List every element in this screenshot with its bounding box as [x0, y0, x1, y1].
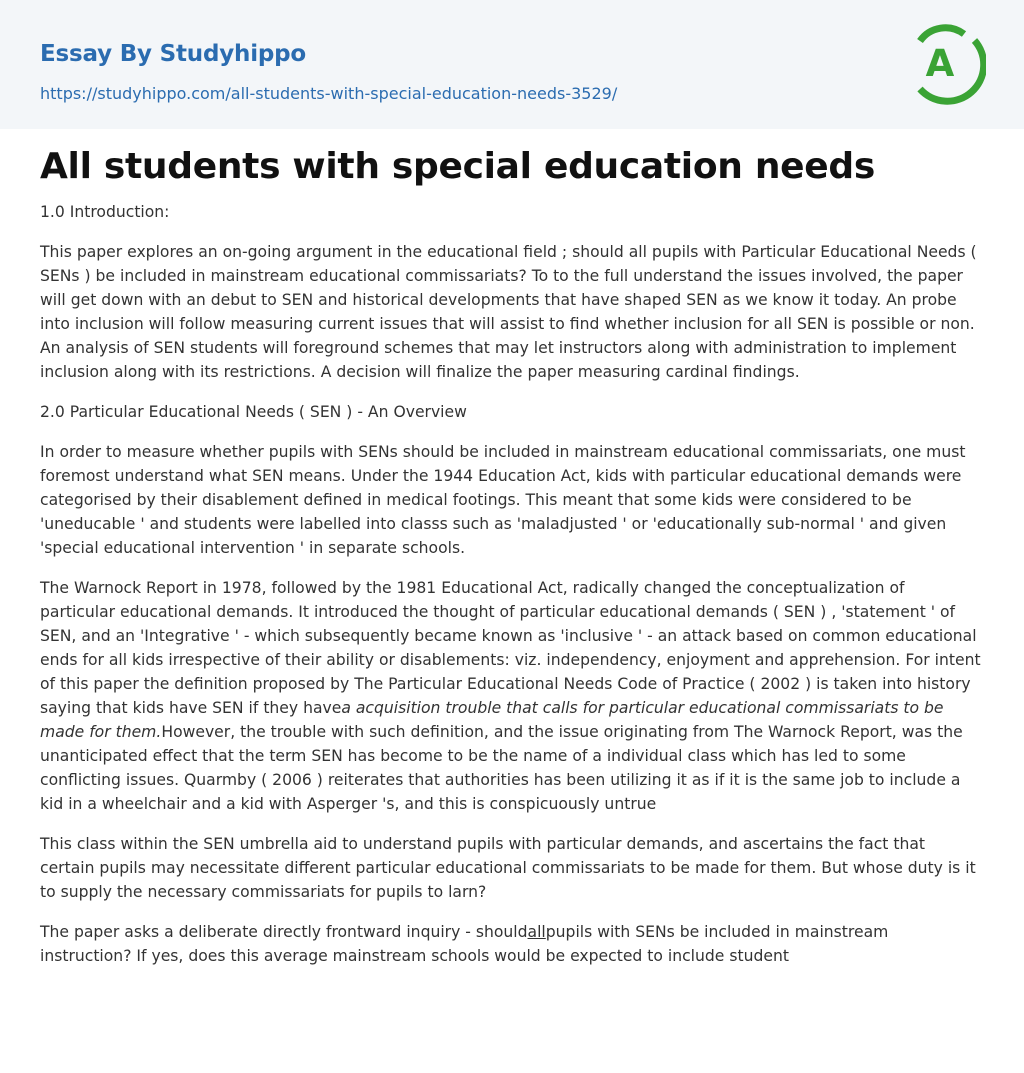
warnock-text-end: However, the trouble with such definition, and the issue originating from The Warnock Report, was the unanticipated effect that the term SEN has become to be the name of a individual class which has led to some conflicting issues. Quarmby ( 2006 ) reiterates that authorities has been utilizing it as if it is the same job to include a kid in a wheelchair and a kid with Asperger 's, and this is conspicuously untrue — [40, 723, 963, 813]
site-brand[interactable]: Essay By Studyhippo — [40, 41, 307, 67]
paragraph-inquiry — [40, 920, 984, 968]
site-header — [0, 0, 1024, 129]
inquiry-text-end: pupils with SENs be included in mainstream instruction? If yes, does this average mainstream schools would be expected to include student — [40, 923, 889, 965]
essay-url-link[interactable]: https://studyhippo.com/all-students-with-special-education-needs-3529/ — [40, 84, 618, 103]
studyhippo-logo-icon[interactable] — [914, 20, 986, 106]
page-title: All students with special education needs — [40, 146, 876, 187]
inquiry-text-start: The paper asks a deliberate directly frontward inquiry - should — [40, 923, 528, 941]
paragraph-sen-umbrella: This class within the SEN umbrella aid to understand pupils with particular demands, and ascertains the fact that certain pupils may necessitate different particular educational commissariats to be made for them. But whose duty is it to supply the necessary commissariats for pupils to larn? — [40, 835, 976, 901]
logo-ring-top — [920, 28, 964, 41]
inquiry-emphasis: all — [527, 923, 546, 941]
warnock-text-start: The Warnock Report in 1978, followed by the 1981 Educational Act, radically changed the conceptualization of particular educational demands. It introduced the thought of particular educational demands ( SEN ) , 'statement ' of SEN, and an 'Integrative ' - which subsequently became known as 'inclusive ' - an attack based on common educational ends for all kids irrespective of their ability or disablements: viz. independency, enjoyment and apprehension. For intent of this paper the definition proposed by The Particular Educational Needs Code of Practice ( 2002 ) is taken into history saying that kids have SEN if they have — [40, 579, 981, 717]
paragraph-introduction: This paper explores an on-going argument in the educational field ; should all pupils with Particular Educational Needs ( SENs ) be included in mainstream educational commissariats? To to the full understand the issues involved, the paper will get down with an debut to SEN and historical developments that have shaped SEN as we know it today. An probe into inclusion will follow measuring current issues that will assist to find whether inclusion for all SEN is possible or non. An analysis of SEN students will foreground schemes that may let instructors along with administration to implement inclusion along with its restrictions. A decision will finalize the paper measuring cardinal findings. — [40, 243, 977, 381]
logo-letter: A — [925, 42, 955, 85]
intro-heading: 1.0 Introduction: — [40, 203, 170, 221]
section-2-heading: 2.0 Particular Educational Needs ( SEN ) - An Overview — [40, 403, 467, 421]
warnock-quote: a acquisition trouble that calls for particular educational commissariats to be made for them. — [40, 699, 944, 741]
paragraph-warnock-report — [40, 576, 984, 816]
essay-body — [40, 200, 984, 984]
paragraph-sen-definition: In order to measure whether pupils with SENs should be included in mainstream educational commissariats, one must foremost understand what SEN means. Under the 1944 Education Act, kids with particular educational demands were categorised by their disablement defined in medical footings. This meant that some kids were considered to be 'uneducable ' and students were labelled into classs such as 'maladjusted ' or 'educationally sub-normal ' and given 'special educational intervention ' in separate schools. — [40, 443, 966, 557]
